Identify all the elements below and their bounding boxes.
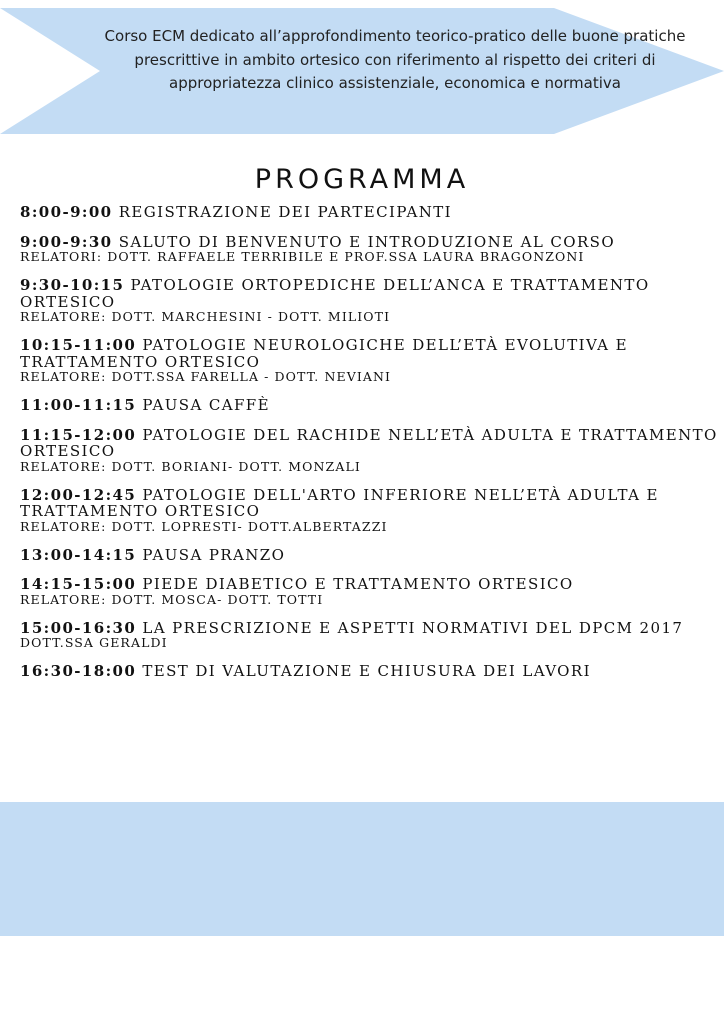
schedule-item [20, 204, 720, 221]
schedule-title: PATOLOGIE DEL RACHIDE NELL’ETÀ ADULTA E TRATTAMENTO ORTESICO [20, 425, 718, 460]
schedule-speakers: RELATORE: DOTT. MARCHESINI - DOTT. MILIOTI [20, 309, 391, 324]
schedule-title: LA PRESCRIZIONE E ASPETTI NORMATIVI DEL DPCM 2017 [142, 618, 684, 637]
schedule-title: PATOLOGIE ORTOPEDICHE DELL’ANCA E TRATTAMENTO ORTESICO [20, 276, 650, 311]
schedule-item [20, 487, 720, 534]
schedule-item [20, 397, 720, 414]
schedule-time: 14:15-15:00 [20, 575, 137, 593]
schedule-time: 11:15-12:00 [20, 425, 137, 444]
schedule-item [20, 337, 720, 384]
schedule-time: 13:00-14:15 [20, 545, 137, 564]
schedule-item [20, 427, 720, 474]
schedule-item [20, 547, 720, 564]
schedule-speakers: RELATORI: DOTT. RAFFAELE TERRIBILE E PROF.SSA LAURA BRAGONZONI [20, 249, 585, 264]
schedule-item [20, 576, 720, 607]
schedule-speakers: DOTT.SSA GERALDI [20, 635, 168, 650]
schedule-item [20, 277, 720, 324]
schedule-time: 15:00-16:30 [20, 618, 137, 637]
schedule-title: SALUTO DI BENVENUTO E INTRODUZIONE AL CORSO [118, 232, 616, 251]
schedule-title: PAUSA PRANZO [142, 545, 286, 564]
schedule-speakers: RELATORE: DOTT. LOPRESTI- DOTT.ALBERTAZZI [20, 518, 388, 534]
schedule-title: PIEDE DIABETICO E TRATTAMENTO ORTESICO [142, 575, 574, 593]
schedule-time: 9:30-10:15 [20, 276, 125, 294]
schedule-time: 11:00-11:15 [20, 396, 137, 414]
schedule-time: 10:15-11:00 [20, 336, 137, 354]
schedule-item [20, 663, 720, 680]
course-description: Corso ECM dedicato all’approfondimento teorico-pratico delle buone pratiche prescrittive in ambito ortesico con riferimento al rispetto dei criteri di appropriatezza clinico assistenziale, economica e normativa [104, 27, 686, 92]
page-title: PROGRAMMA [254, 164, 470, 195]
schedule-title: REGISTRAZIONE DEI PARTECIPANTI [118, 203, 452, 221]
schedule-time: 16:30-18:00 [20, 662, 137, 680]
schedule-speakers: RELATORE: DOTT. MOSCA- DOTT. TOTTI [20, 591, 324, 607]
footer-band [0, 802, 724, 936]
schedule-item [20, 620, 720, 651]
schedule-time: 9:00-9:30 [20, 232, 113, 251]
schedule-time: 12:00-12:45 [20, 485, 137, 504]
header-banner [0, 8, 724, 134]
schedule-speakers: RELATORE: DOTT.SSA FARELLA - DOTT. NEVIANI [20, 369, 392, 384]
schedule-title: PATOLOGIE DELL'ARTO INFERIORE NELL’ETÀ ADULTA E TRATTAMENTO ORTESICO [20, 485, 659, 520]
schedule-speakers: RELATORE: DOTT. BORIANI- DOTT. MONZALI [20, 458, 361, 474]
schedule-title: TEST DI VALUTAZIONE E CHIUSURA DEI LAVORI [142, 662, 591, 680]
schedule-list [20, 204, 720, 693]
schedule-time: 8:00-9:00 [20, 203, 113, 221]
schedule-title: PAUSA CAFFÈ [142, 396, 270, 414]
schedule-item [20, 234, 720, 265]
schedule-title: PATOLOGIE NEUROLOGICHE DELL’ETÀ EVOLUTIVA E TRATTAMENTO ORTESICO [20, 336, 628, 371]
